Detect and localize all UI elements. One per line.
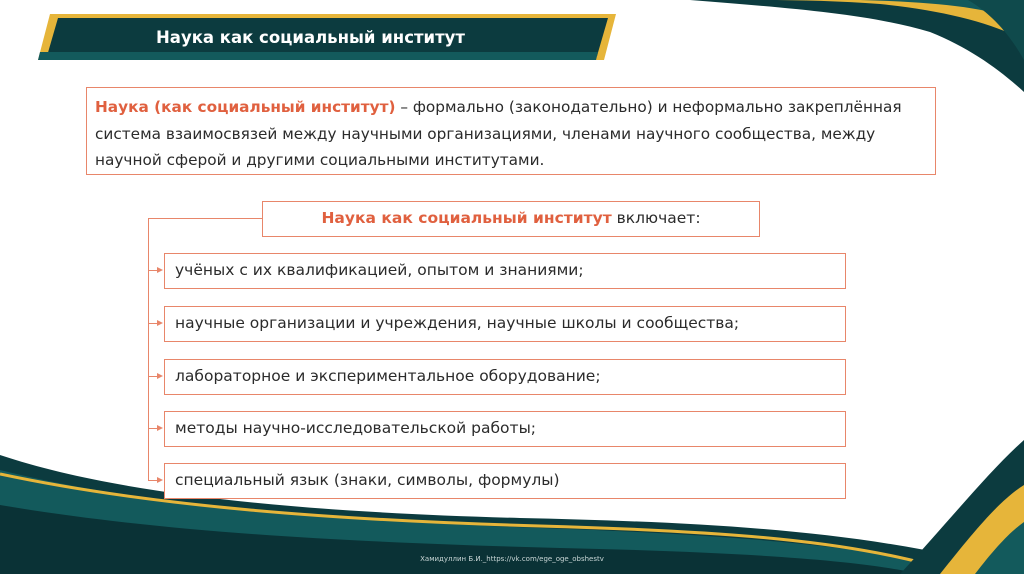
arrow-right-icon — [157, 373, 163, 379]
list-item: методы научно-исследовательской работы; — [164, 411, 846, 447]
arrow-right-icon — [157, 425, 163, 431]
arrow-right-icon — [157, 320, 163, 326]
arrow-right-icon — [157, 477, 163, 483]
list-item: учёных с их квалификацией, опытом и знаниями; — [164, 253, 846, 289]
definition-box — [86, 87, 936, 175]
includes-header-box — [262, 201, 760, 237]
arrow-right-icon — [157, 267, 163, 273]
page-title: Наука как социальный институт — [156, 28, 465, 47]
list-item: специальный язык (знаки, символы, формулы) — [164, 463, 846, 499]
list-item: научные организации и учреждения, научные школы и сообщества; — [164, 306, 846, 342]
includes-text: включает: — [611, 209, 701, 227]
definition-term: Наука (как социальный институт) — [95, 98, 396, 116]
definition-text: – формально (законодательно) и неформально закреплённая система взаимосвязей между научными организациями, членами научного сообщества, между научной сферой и другими социальными институтами. — [95, 98, 902, 169]
connector-vertical-line — [148, 218, 149, 480]
includes-term: Наука как социальный институт — [321, 209, 612, 227]
list-item: лабораторное и экспериментальное оборудование; — [164, 359, 846, 395]
connector-top-line — [148, 218, 262, 219]
footer-credit: Хамидуллин Б.И._https://vk.com/ege_oge_obshestv — [420, 555, 604, 563]
